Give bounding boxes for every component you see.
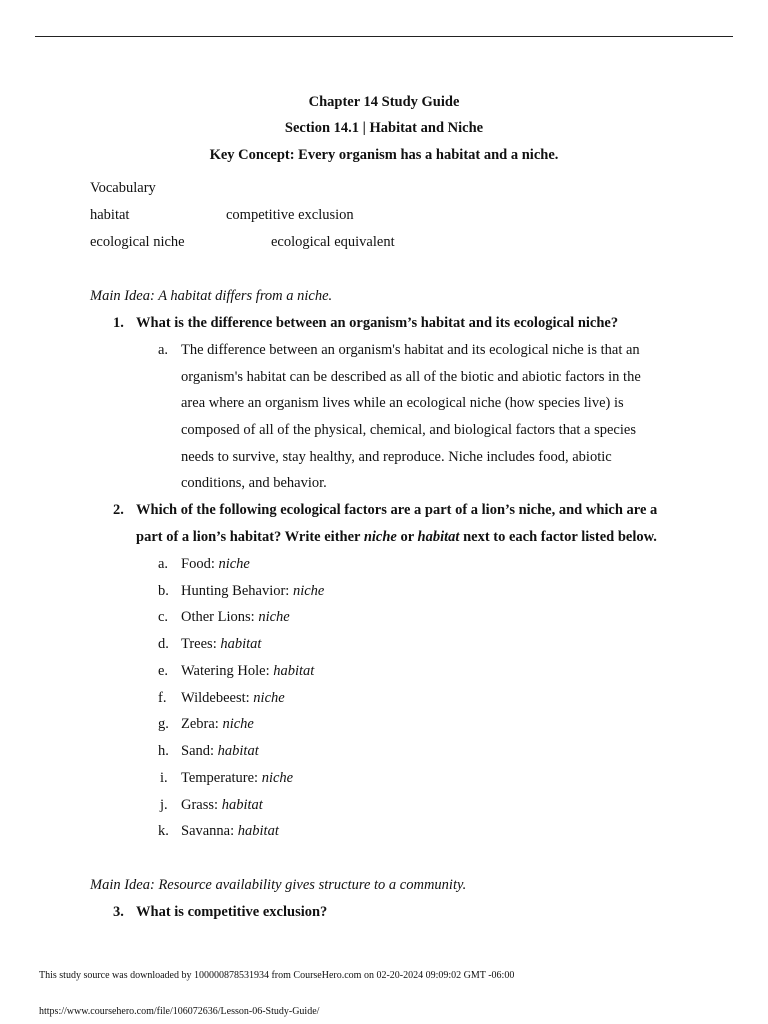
question-text-part: or [396,529,418,545]
factor-answer: habitat [221,797,263,813]
list-letter: k. [158,823,169,839]
list-item [181,742,259,760]
main-idea: Main Idea: A habitat differs from a niche. [90,288,333,304]
factor-answer: habitat [237,823,279,839]
factor-answer: niche [258,609,290,625]
answer-line: The difference between an organism's habitat and its ecological niche is that an [181,342,640,358]
factor-label: Grass: [181,797,222,813]
list-letter: b. [158,583,169,599]
list-item [181,796,263,814]
factor-label: Watering Hole: [181,663,274,679]
answer-line: area where an organism lives while an ecological niche (how species live) is [181,395,624,411]
source-url-link[interactable]: https://www.coursehero.com/file/106072636/Lesson-06-Study-Guide/ [39,1006,320,1017]
download-notice: This study source was downloaded by 100000878531934 from CourseHero.com on 02-20-2024 09:09:02 GMT -06:00 [39,970,515,981]
list-item [181,608,290,626]
top-rule [35,36,733,37]
factor-answer: niche [292,583,325,599]
question-text: What is competitive exclusion? [136,904,328,920]
list-item [181,555,250,573]
list-item [181,715,254,733]
list-letter: j. [160,797,168,813]
list-letter: a. [158,556,169,572]
list-letter: e. [158,663,169,679]
answer-line: needs to survive, stay healthy, and reproduce. Niche includes food, abiotic [181,449,612,465]
list-letter: f. [158,690,167,706]
factor-answer: habitat [273,663,315,679]
factor-label: Food: [181,556,219,572]
term-niche: niche [363,529,397,545]
vocab-term: ecological equivalent [271,234,395,250]
list-letter: d. [158,636,169,652]
vocab-term: ecological niche [90,234,185,250]
factor-label: Trees: [181,636,221,652]
vocab-term: competitive exclusion [226,207,354,223]
factor-label: Wildebeest: [181,690,254,706]
answer-line: organism's habitat can be described as all of the biotic and abiotic factors in the [181,369,641,385]
question-number: 2. [113,502,124,518]
factor-answer: niche [222,716,254,732]
list-item [181,689,285,707]
key-concept: Key Concept: Every organism has a habitat and a niche. [209,147,559,163]
main-idea: Main Idea: Resource availability gives structure to a community. [90,877,467,893]
term-habitat: habitat [417,529,460,545]
list-item [181,822,279,840]
list-item [181,769,293,787]
list-item [181,662,314,680]
factor-answer: niche [261,770,294,786]
factor-label: Other Lions: [181,609,259,625]
question-text-part: part of a lion’s habitat? Write either [136,529,364,545]
factor-answer: niche [218,556,250,572]
vocab-term: habitat [90,207,130,223]
list-letter: c. [158,609,169,625]
answer-line: composed of all of the physical, chemical, and biological factors that a species [181,422,636,438]
vocabulary-label: Vocabulary [90,180,156,196]
factor-label: Temperature: [181,770,262,786]
factor-answer: niche [253,690,285,706]
factor-label: Savanna: [181,823,238,839]
answer-letter: a. [158,342,169,358]
factor-label: Sand: [181,743,218,759]
list-item [181,582,324,600]
question-number: 1. [113,315,124,331]
factor-answer: habitat [220,636,262,652]
section-title: Section 14.1 | Habitat and Niche [284,120,484,136]
list-item [181,635,261,653]
factor-answer: habitat [217,743,259,759]
question-text-line2 [136,528,657,546]
factor-label: Hunting Behavior: [181,583,293,599]
question-text: Which of the following ecological factors are a part of a lion’s niche, and which are a [136,502,658,518]
factor-label: Zebra: [181,716,223,732]
question-number: 3. [113,904,124,920]
document-title: Chapter 14 Study Guide [308,94,460,110]
question-text-part: next to each factor listed below. [459,529,657,545]
answer-line: conditions, and behavior. [181,475,327,491]
question-text: What is the difference between an organism’s habitat and its ecological niche? [136,315,619,331]
list-letter: h. [158,743,169,759]
list-letter: g. [158,716,169,732]
list-letter: i. [160,770,168,786]
